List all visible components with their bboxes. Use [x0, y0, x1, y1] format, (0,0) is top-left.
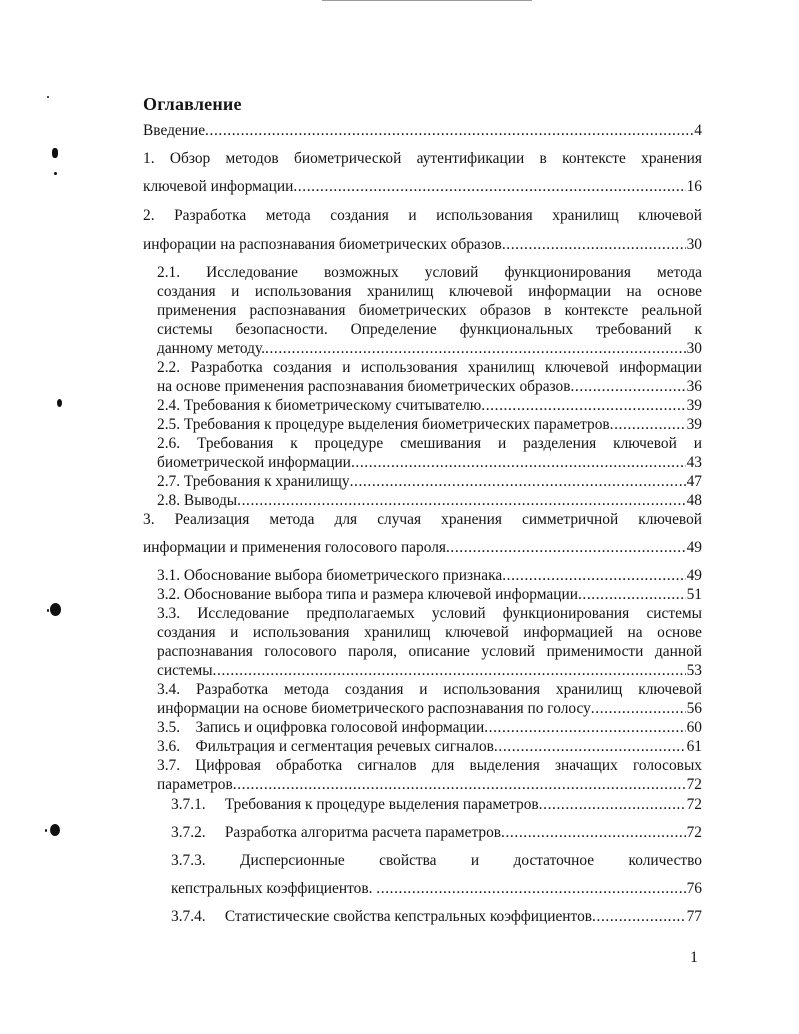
- toc-entry[interactable]: [143, 539, 702, 557]
- toc-entry-page: 72: [686, 776, 702, 793]
- toc-entry-line: 2. Разработка метода создания и использования хранилищ ключевой: [143, 207, 702, 224]
- toc-entry-page: 61: [686, 738, 702, 755]
- toc-leader-dots: [502, 567, 685, 585]
- toc-entry[interactable]: [157, 340, 702, 358]
- toc-leader-dots: [265, 340, 686, 358]
- toc-entry[interactable]: [157, 662, 702, 680]
- toc-entry-title: системы: [157, 662, 213, 679]
- toc-entry-title: ключевой информации: [143, 178, 294, 195]
- toc-entry-title: инфорации на распознавания биометрических образов: [143, 236, 502, 253]
- toc-entry[interactable]: [171, 908, 702, 926]
- toc-entry-title: 3.7.1. Требования к процедуре выделения параметров: [171, 796, 539, 813]
- toc-entry-line: 3. Реализация метода для случая хранения симметричной ключевой: [143, 511, 702, 528]
- toc-entry-title: 2.5. Требования к процедуре выделения биометрических параметров: [157, 416, 610, 433]
- toc-entry-page: 72: [686, 824, 702, 841]
- toc-leader-dots: [570, 378, 685, 396]
- toc-entry-title: информации на основе биометрического распознавания по голосу: [157, 700, 591, 717]
- toc-entry-page: 49: [686, 567, 702, 584]
- toc-entry-page: 48: [686, 492, 702, 509]
- toc-entry-page: 77: [686, 908, 702, 925]
- toc-entry-line: распознавания голосового пароля, описание условий применимости данной: [157, 643, 702, 660]
- toc-entry-line: 3.3. Исследование предполагаемых условий функционирования системы: [157, 605, 702, 622]
- toc-entry[interactable]: [143, 178, 702, 196]
- toc-entry-title: 2.8. Выводы: [157, 492, 238, 509]
- toc-entry-page: 56: [686, 700, 702, 717]
- toc-entry-title: 3.7.2. Разработка алгоритма расчета параметров: [171, 824, 502, 841]
- toc-leader-dots: [484, 719, 685, 737]
- toc-entry[interactable]: [157, 700, 702, 718]
- toc-entry-page: 4: [694, 122, 702, 139]
- toc-entry-title: кепстральных коэффициентов.: [171, 880, 377, 897]
- toc-entry[interactable]: [157, 719, 702, 737]
- toc-entry-title: 3.5. Запись и оцифровка голосовой информации: [157, 719, 485, 736]
- toc-entry-page: 60: [686, 719, 702, 736]
- toc-entry-page: 39: [686, 416, 702, 433]
- toc-entry-page: 51: [686, 586, 702, 603]
- toc-entry-line: системы безопасности. Определение функциональных требований к: [157, 321, 702, 338]
- toc-entry-title: 3.7.4. Статистические свойства кепстральных коэффициентов: [171, 908, 593, 925]
- toc-entry-page: 36: [686, 378, 702, 395]
- toc-entry[interactable]: [157, 454, 702, 472]
- toc-entry[interactable]: [143, 236, 702, 254]
- toc-leader-dots: [610, 416, 686, 434]
- toc-entry-line: создания и использования хранилищ ключевой информации на основе: [157, 283, 702, 300]
- toc-entry[interactable]: [157, 776, 702, 794]
- toc-entry-line: 3.4. Разработка метода создания и использования хранилищ ключевой: [157, 681, 702, 698]
- toc-entry-title: биометрической информации: [157, 454, 351, 471]
- toc-entry-title: информации и применения голосового пароля: [143, 539, 446, 556]
- toc-entry-page: 49: [686, 539, 702, 556]
- toc-entry[interactable]: [157, 586, 702, 604]
- toc-entry-page: 16: [686, 178, 702, 195]
- toc-entry[interactable]: [157, 473, 702, 491]
- toc-entry-title: 2.7. Требования к хранилищу: [157, 473, 350, 490]
- toc-entry-page: 30: [686, 236, 702, 253]
- toc-entry-title: 3.2. Обоснование выбора типа и размера ключевой информации: [157, 586, 578, 603]
- toc-entry-title: параметров: [157, 776, 233, 793]
- toc-leader-dots: [376, 880, 685, 898]
- toc-entry-title: 2.4. Требования к биометрическому считывателю: [157, 397, 482, 414]
- page-number: 1: [690, 949, 698, 966]
- toc-entry[interactable]: [157, 397, 702, 415]
- toc-entry-line: 3.7. Цифровая обработка сигналов для выделения значащих голосовых: [157, 757, 702, 774]
- toc-leader-dots: [350, 473, 686, 491]
- toc-entry[interactable]: [171, 796, 702, 814]
- toc-entry-line: 2.6. Требования к процедуре смешивания и разделения ключевой и: [157, 435, 702, 452]
- toc-leader-dots: [481, 397, 685, 415]
- toc-entry-title: Введение: [143, 122, 206, 139]
- toc-entry-page: 43: [686, 454, 702, 471]
- toc-entry[interactable]: [157, 416, 702, 434]
- toc-entry-line: 2.1. Исследование возможных условий функционирования метода: [157, 264, 702, 281]
- toc-leader-dots: [502, 236, 686, 254]
- toc-leader-dots: [213, 662, 686, 680]
- toc-entry[interactable]: [171, 824, 702, 842]
- toc-entry-line: 2.2. Разработка создания и использования хранилищ ключевой информации: [157, 359, 702, 376]
- toc-entry-title: 3.6. Фильтрация и сегментация речевых сигналов: [157, 738, 494, 755]
- toc-leader-dots: [205, 122, 693, 140]
- toc-leader-dots: [501, 824, 686, 842]
- toc-entry[interactable]: [157, 738, 702, 756]
- toc-entry-page: 39: [686, 397, 702, 414]
- toc-entry-page: 53: [686, 662, 702, 679]
- toc-entry[interactable]: [171, 880, 702, 898]
- toc-entry[interactable]: [157, 378, 702, 396]
- toc-leader-dots: [237, 492, 685, 510]
- toc-leader-dots: [293, 178, 685, 196]
- toc-entry-page: 30: [686, 340, 702, 357]
- toc-leader-dots: [592, 908, 686, 926]
- toc-leader-dots: [494, 738, 686, 756]
- toc-entry-title: на основе применения распознавания биометрических образов: [157, 378, 571, 395]
- toc-entry-line: 3.7.3. Дисперсионные свойства и достаточное количество: [171, 852, 702, 869]
- toc-entry[interactable]: [157, 567, 702, 585]
- toc-entry-title: 3.1. Обоснование выбора биометрического признака: [157, 567, 503, 584]
- page-title: Оглавление: [143, 94, 242, 114]
- toc-entry-line: 1. Обзор методов биометрической аутентификации в контексте хранения: [143, 150, 702, 167]
- toc-entry[interactable]: [143, 122, 702, 140]
- toc-entry-title: данному методу.: [157, 340, 265, 357]
- toc-leader-dots: [578, 586, 686, 604]
- toc-leader-dots: [351, 454, 686, 472]
- toc-leader-dots: [539, 796, 686, 814]
- toc-entry-page: 76: [686, 880, 702, 897]
- toc-leader-dots: [591, 700, 686, 718]
- toc-leader-dots: [446, 539, 686, 557]
- toc-entry-page: 47: [686, 473, 702, 490]
- toc-entry-line: создания и использования хранилищ ключевой информацией на основе: [157, 624, 702, 641]
- toc-leader-dots: [233, 776, 686, 794]
- toc-entry[interactable]: [157, 492, 702, 510]
- toc-entry-page: 72: [686, 796, 702, 813]
- toc-entry-line: применения распознавания биометрических образов в контексте реальной: [157, 302, 702, 319]
